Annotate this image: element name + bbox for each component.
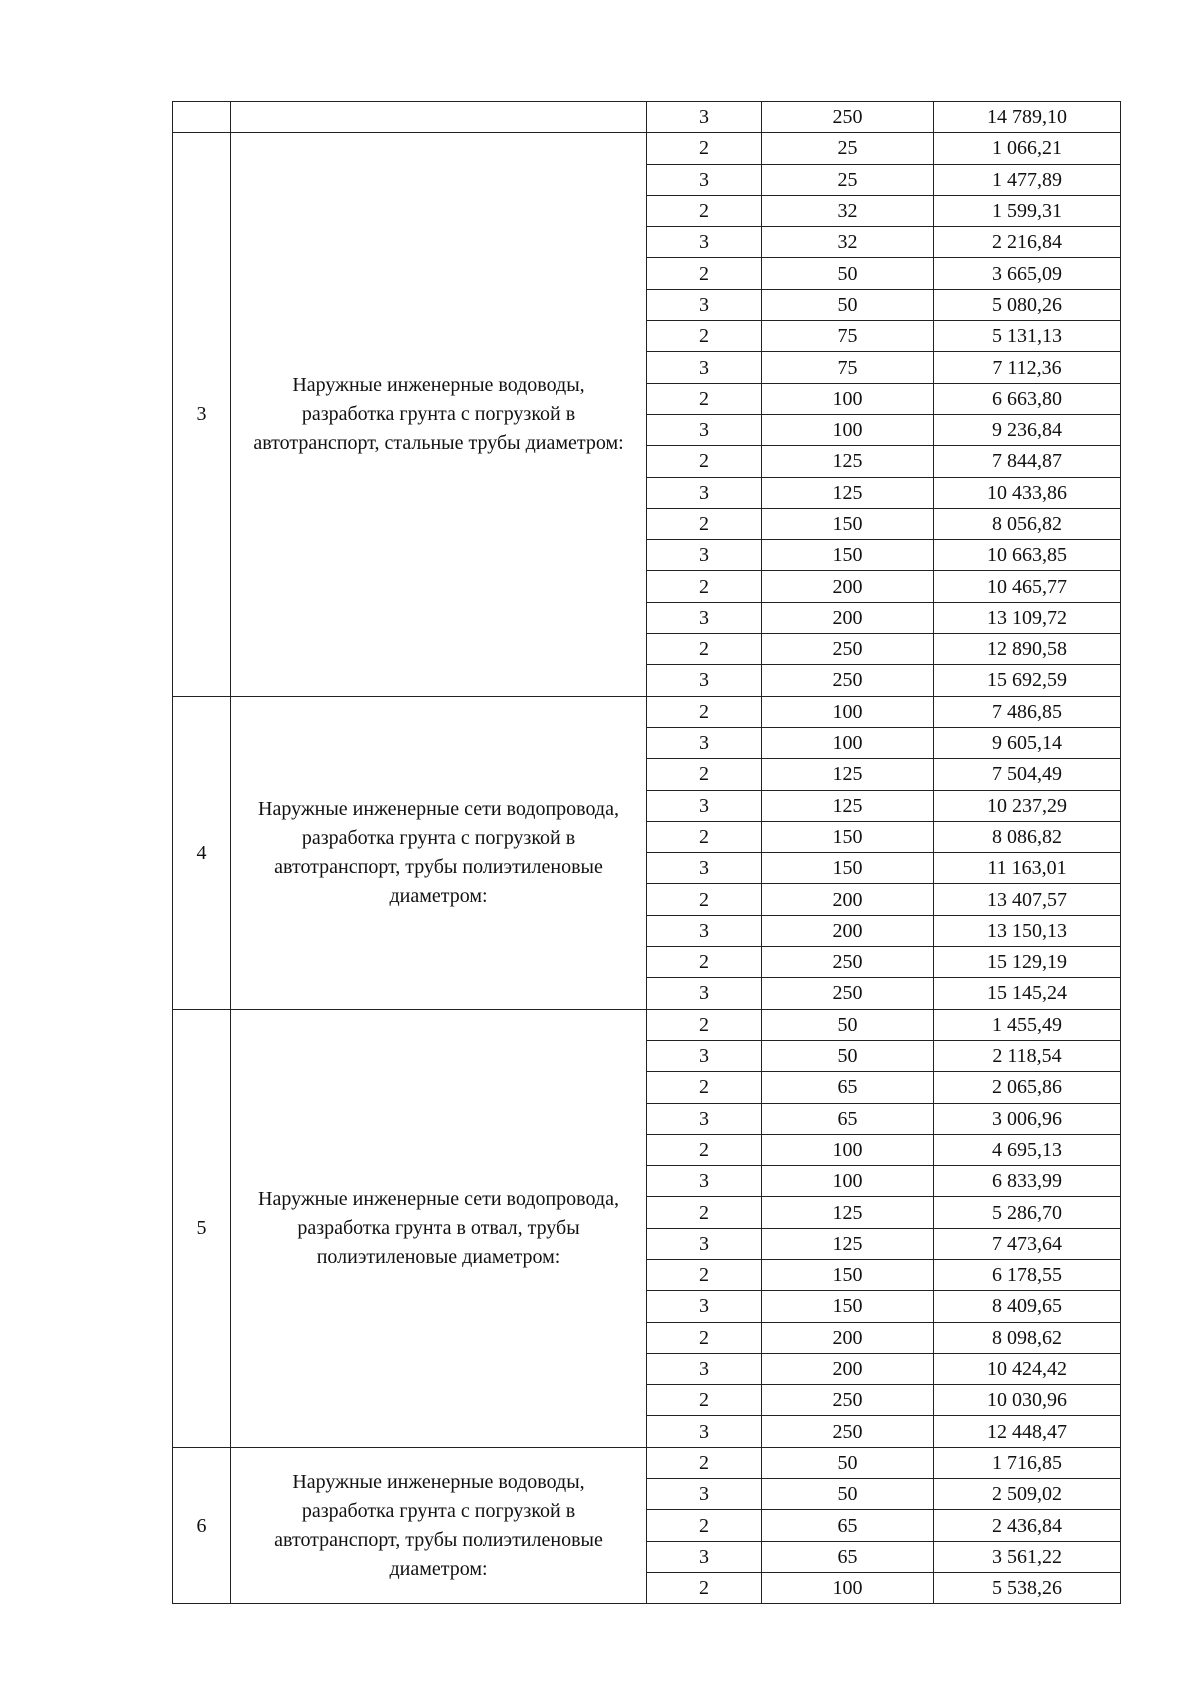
price-cell: 7 844,87 [934, 446, 1121, 477]
item-description-cell: Наружные инженерные водоводы, разработка грунта с погрузкой в автотранспорт, стальные трубы диаметром: [231, 133, 647, 696]
soil-category-cell: 2 [647, 1134, 762, 1165]
soil-category-cell: 2 [647, 1197, 762, 1228]
price-cell: 7 486,85 [934, 696, 1121, 727]
price-cell: 9 605,14 [934, 727, 1121, 758]
pipe-diameter-cell: 50 [762, 1009, 934, 1040]
pipe-diameter-cell: 50 [762, 1040, 934, 1071]
soil-category-cell: 3 [647, 665, 762, 696]
item-number-cell: 3 [173, 133, 231, 696]
price-cell: 7 473,64 [934, 1228, 1121, 1259]
pipe-diameter-cell: 125 [762, 790, 934, 821]
price-cell: 3 665,09 [934, 258, 1121, 289]
pipe-diameter-cell: 200 [762, 884, 934, 915]
pipe-diameter-cell: 150 [762, 821, 934, 852]
carry-over-row [173, 102, 1121, 133]
price-cell: 5 538,26 [934, 1572, 1121, 1603]
price-cell: 1 477,89 [934, 164, 1121, 195]
pipe-diameter-cell: 250 [762, 978, 934, 1009]
price-cell: 15 145,24 [934, 978, 1121, 1009]
pipe-diameter-cell: 200 [762, 1353, 934, 1384]
price-cell: 4 695,13 [934, 1134, 1121, 1165]
item-number-cell: 4 [173, 696, 231, 1009]
table-row [173, 1009, 1121, 1040]
soil-category-cell: 2 [647, 634, 762, 665]
item-number-cell [173, 102, 231, 133]
soil-category-cell: 2 [647, 884, 762, 915]
price-cell: 15 692,59 [934, 665, 1121, 696]
pipe-diameter-cell: 100 [762, 1166, 934, 1197]
pipe-diameter-cell: 100 [762, 414, 934, 445]
pipe-diameter-cell: 100 [762, 727, 934, 758]
price-cell: 12 890,58 [934, 634, 1121, 665]
soil-category-cell: 2 [647, 947, 762, 978]
item-description-cell: Наружные инженерные водоводы, разработка грунта с погрузкой в автотранспорт, трубы полиэтиленовые диаметром: [231, 1447, 647, 1603]
pipe-diameter-cell: 32 [762, 195, 934, 226]
price-cell: 10 030,96 [934, 1385, 1121, 1416]
price-cell: 5 286,70 [934, 1197, 1121, 1228]
table-row [173, 696, 1121, 727]
pipe-diameter-cell: 125 [762, 759, 934, 790]
price-cell: 13 150,13 [934, 915, 1121, 946]
pipe-diameter-cell: 250 [762, 947, 934, 978]
pipe-diameter-cell: 65 [762, 1072, 934, 1103]
soil-category-cell: 3 [647, 1228, 762, 1259]
price-cell: 2 509,02 [934, 1479, 1121, 1510]
pipe-diameter-cell: 50 [762, 289, 934, 320]
soil-category-cell: 3 [647, 790, 762, 821]
soil-category-cell: 2 [647, 696, 762, 727]
soil-category-cell: 3 [647, 1291, 762, 1322]
item-number-cell: 6 [173, 1447, 231, 1603]
soil-category-cell: 3 [647, 289, 762, 320]
item-description-cell: Наружные инженерные сети водопровода, разработка грунта в отвал, трубы полиэтиленовые диаметром: [231, 1009, 647, 1447]
price-cell: 3 561,22 [934, 1541, 1121, 1572]
soil-category-cell: 3 [647, 602, 762, 633]
price-cell: 8 409,65 [934, 1291, 1121, 1322]
pipe-diameter-cell: 150 [762, 1259, 934, 1290]
price-cell: 2 436,84 [934, 1510, 1121, 1541]
price-cell: 1 455,49 [934, 1009, 1121, 1040]
pipe-diameter-cell: 50 [762, 1447, 934, 1478]
pipe-diameter-cell: 250 [762, 102, 934, 133]
price-cell: 13 109,72 [934, 602, 1121, 633]
price-cell: 10 663,85 [934, 540, 1121, 571]
pipe-diameter-cell: 150 [762, 540, 934, 571]
soil-category-cell: 3 [647, 102, 762, 133]
soil-category-cell: 2 [647, 1510, 762, 1541]
pipe-diameter-cell: 65 [762, 1103, 934, 1134]
pipe-diameter-cell: 100 [762, 1134, 934, 1165]
price-cell: 10 433,86 [934, 477, 1121, 508]
soil-category-cell: 2 [647, 1259, 762, 1290]
table-row [173, 133, 1121, 164]
soil-category-cell: 3 [647, 1416, 762, 1447]
price-cell: 8 098,62 [934, 1322, 1121, 1353]
soil-category-cell: 3 [647, 853, 762, 884]
price-cell: 15 129,19 [934, 947, 1121, 978]
pipe-diameter-cell: 32 [762, 227, 934, 258]
price-cell: 6 833,99 [934, 1166, 1121, 1197]
soil-category-cell: 2 [647, 759, 762, 790]
price-cell: 2 065,86 [934, 1072, 1121, 1103]
price-cell: 13 407,57 [934, 884, 1121, 915]
soil-category-cell: 2 [647, 446, 762, 477]
soil-category-cell: 3 [647, 727, 762, 758]
price-cell: 5 080,26 [934, 289, 1121, 320]
pipe-diameter-cell: 75 [762, 352, 934, 383]
table-row [173, 1447, 1121, 1478]
soil-category-cell: 3 [647, 1103, 762, 1134]
price-cell: 10 237,29 [934, 790, 1121, 821]
soil-category-cell: 3 [647, 1166, 762, 1197]
pipe-diameter-cell: 25 [762, 164, 934, 195]
pipe-diameter-cell: 100 [762, 696, 934, 727]
soil-category-cell: 2 [647, 258, 762, 289]
price-cell: 12 448,47 [934, 1416, 1121, 1447]
soil-category-cell: 3 [647, 227, 762, 258]
soil-category-cell: 3 [647, 1541, 762, 1572]
pipe-diameter-cell: 250 [762, 634, 934, 665]
soil-category-cell: 3 [647, 1040, 762, 1071]
price-cell: 11 163,01 [934, 853, 1121, 884]
pipe-diameter-cell: 200 [762, 571, 934, 602]
pipe-diameter-cell: 65 [762, 1541, 934, 1572]
tariff-table-body [173, 102, 1121, 1604]
soil-category-cell: 2 [647, 1447, 762, 1478]
soil-category-cell: 2 [647, 383, 762, 414]
pipe-diameter-cell: 65 [762, 1510, 934, 1541]
price-cell: 6 178,55 [934, 1259, 1121, 1290]
price-cell: 8 086,82 [934, 821, 1121, 852]
pipe-diameter-cell: 125 [762, 1197, 934, 1228]
pipe-diameter-cell: 100 [762, 1572, 934, 1603]
soil-category-cell: 2 [647, 321, 762, 352]
soil-category-cell: 2 [647, 821, 762, 852]
tariff-table [172, 101, 1121, 1604]
soil-category-cell: 3 [647, 414, 762, 445]
pipe-diameter-cell: 250 [762, 665, 934, 696]
item-number-cell: 5 [173, 1009, 231, 1447]
pipe-diameter-cell: 250 [762, 1385, 934, 1416]
pipe-diameter-cell: 200 [762, 602, 934, 633]
price-cell: 6 663,80 [934, 383, 1121, 414]
price-cell: 5 131,13 [934, 321, 1121, 352]
soil-category-cell: 2 [647, 195, 762, 226]
price-cell: 9 236,84 [934, 414, 1121, 445]
pipe-diameter-cell: 125 [762, 446, 934, 477]
soil-category-cell: 3 [647, 352, 762, 383]
soil-category-cell: 2 [647, 508, 762, 539]
pipe-diameter-cell: 150 [762, 508, 934, 539]
price-cell: 1 716,85 [934, 1447, 1121, 1478]
pipe-diameter-cell: 50 [762, 258, 934, 289]
price-cell: 1 066,21 [934, 133, 1121, 164]
price-cell: 3 006,96 [934, 1103, 1121, 1134]
soil-category-cell: 3 [647, 1479, 762, 1510]
soil-category-cell: 3 [647, 540, 762, 571]
pipe-diameter-cell: 100 [762, 383, 934, 414]
soil-category-cell: 2 [647, 133, 762, 164]
soil-category-cell: 2 [647, 1072, 762, 1103]
soil-category-cell: 2 [647, 1572, 762, 1603]
pipe-diameter-cell: 200 [762, 1322, 934, 1353]
item-description-cell: Наружные инженерные сети водопровода, разработка грунта с погрузкой в автотранспорт, трубы полиэтиленовые диаметром: [231, 696, 647, 1009]
pipe-diameter-cell: 150 [762, 1291, 934, 1322]
price-cell: 2 118,54 [934, 1040, 1121, 1071]
soil-category-cell: 3 [647, 915, 762, 946]
soil-category-cell: 3 [647, 164, 762, 195]
price-cell: 10 424,42 [934, 1353, 1121, 1384]
soil-category-cell: 2 [647, 1385, 762, 1416]
price-cell: 8 056,82 [934, 508, 1121, 539]
soil-category-cell: 2 [647, 571, 762, 602]
pipe-diameter-cell: 150 [762, 853, 934, 884]
price-cell: 7 504,49 [934, 759, 1121, 790]
soil-category-cell: 3 [647, 477, 762, 508]
price-cell: 2 216,84 [934, 227, 1121, 258]
item-description-cell [231, 102, 647, 133]
soil-category-cell: 3 [647, 978, 762, 1009]
pipe-diameter-cell: 125 [762, 1228, 934, 1259]
soil-category-cell: 2 [647, 1009, 762, 1040]
soil-category-cell: 2 [647, 1322, 762, 1353]
soil-category-cell: 3 [647, 1353, 762, 1384]
price-cell: 7 112,36 [934, 352, 1121, 383]
pipe-diameter-cell: 200 [762, 915, 934, 946]
pipe-diameter-cell: 50 [762, 1479, 934, 1510]
pipe-diameter-cell: 250 [762, 1416, 934, 1447]
price-cell: 1 599,31 [934, 195, 1121, 226]
pipe-diameter-cell: 25 [762, 133, 934, 164]
pipe-diameter-cell: 125 [762, 477, 934, 508]
price-cell: 10 465,77 [934, 571, 1121, 602]
pipe-diameter-cell: 75 [762, 321, 934, 352]
price-cell: 14 789,10 [934, 102, 1121, 133]
